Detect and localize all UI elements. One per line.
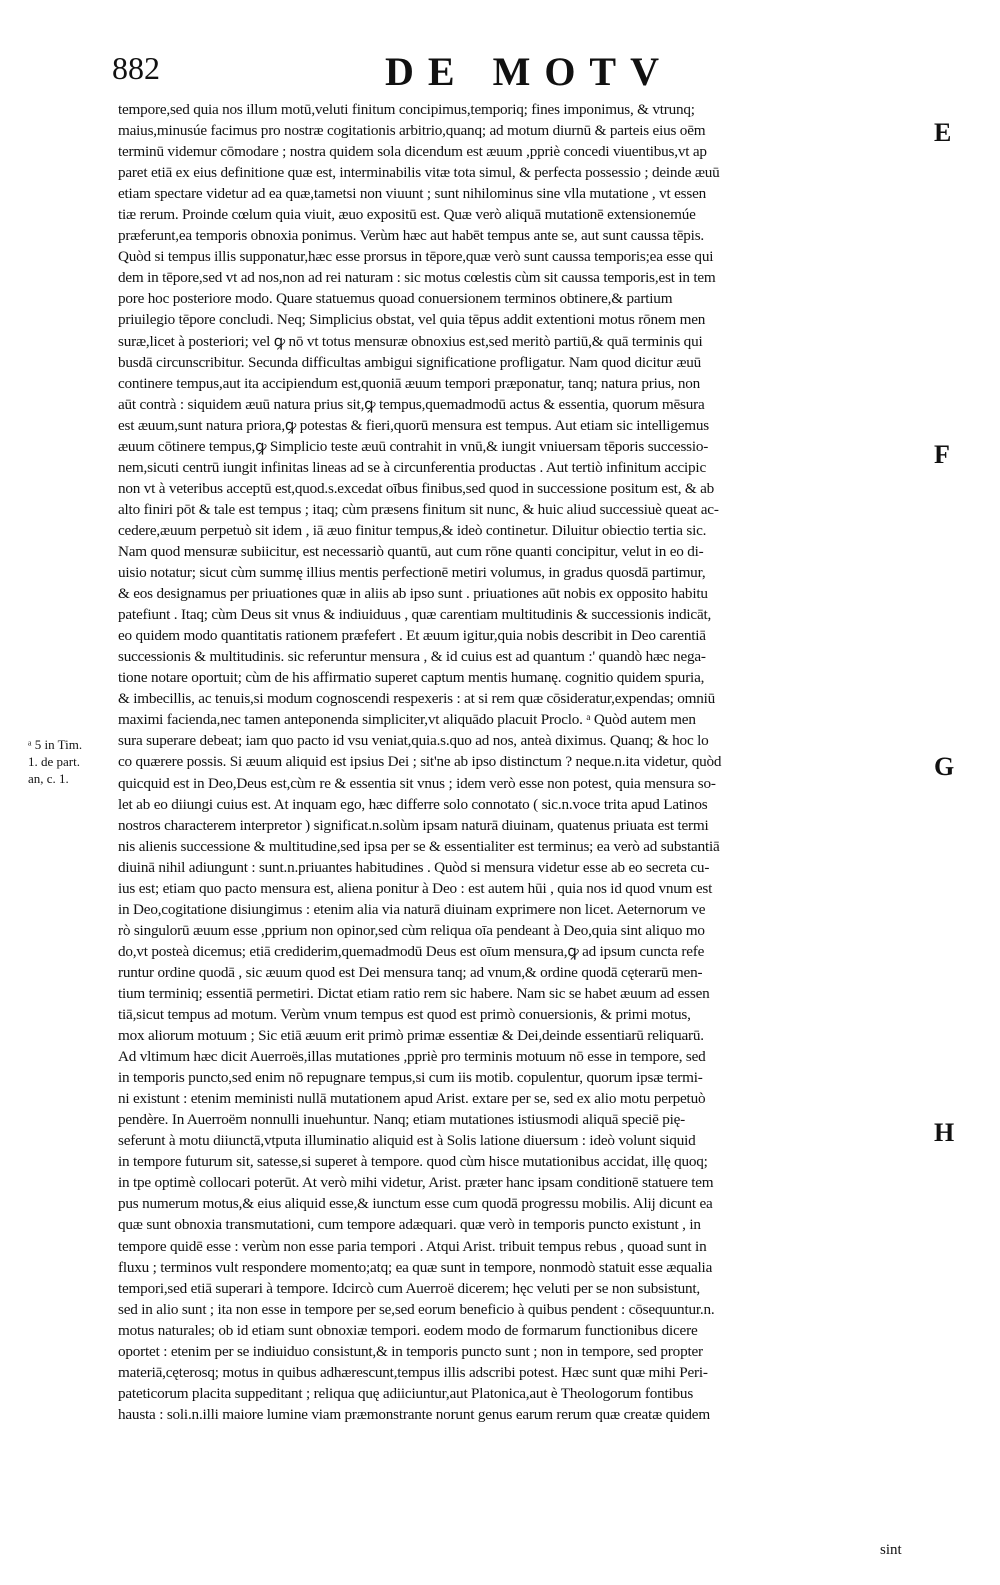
text-line: motus naturales; ob id etiam sunt obnoxiæ tempori. eodem modo de formarum functionibus dicere <box>118 1321 698 1339</box>
text-line: rò singulorū æuum esse ,pprium non opinor,sed cùm reliqua oīa pendeant à Deo,quia sint aliquo mo <box>118 921 705 939</box>
marginal-note-line: ᵃ 5 in Tim. <box>28 737 83 752</box>
text-line: sed in alio sunt ; ita non esse in tempore per se,sed eorum beneficio à quibus pendent : cōsequuntur.n. <box>118 1300 715 1318</box>
text-line: Nam quod mensuræ subiicitur, est necessariò quantū, aut cum rōne quanti concipitur, velut in eo di- <box>118 542 704 560</box>
body-text <box>118 99 928 1425</box>
margin-letter-h: H <box>934 1118 955 1147</box>
text-line: diuinā nihil adiungunt : sunt.n.priuantes habitudines . Quòd si mensura videtur esse ab eo secreta cu- <box>118 858 710 876</box>
running-head: DE MOTV <box>385 49 673 94</box>
text-line: runtur ordine quodā , sic æuum quod est Dei mensura tanq; ad vnum,& ordine quodā cęterarū men- <box>118 963 703 981</box>
text-line: pore hoc posteriore modo. Quare statuemus quoad conuersionem terminos obtinere,& partium <box>118 290 673 308</box>
text-line: ius est; etiam quo pacto mensura est, aliena ponitur à Deo : est autem hūi , quia nos id quod vnum est <box>118 879 713 897</box>
text-line: Quòd si tempus illis supponatur,hæc esse prorsus in tēpore,quæ verò sunt caussa temporis;ea esse qui <box>118 248 714 266</box>
text-line: co quærere possis. Si æuum aliquid est ipsius Dei ; sit'ne ab ipso distinctum ? neque.n.ita videtur, quòd <box>118 753 722 771</box>
marginal-note <box>28 736 114 787</box>
text-line: & eos designamus per priuationes quæ in aliis ab ipso sunt . priuationes aūt nobis ex opposito habitu <box>118 585 708 603</box>
text-line: in Deo,cogitatione disiungimus : etenim alia via naturā diuinam exprimere non licet. Aeternorum ve <box>118 900 706 918</box>
text-line: seferunt à motu diiunctā,vtputa illuminatio aliquid est à Solis latione diuersum : ideò volunt siquid <box>118 1132 696 1150</box>
text-line: let ab eo diiungi cuius est. At inquam ego, hæc differre solo connotato ( sic.n.voce trita apud Latinos <box>118 795 708 813</box>
text-line: pus numerum motus,& eius aliquid esse,& iunctum esse cum quodā progressu mobilis. Alij dicunt ea <box>118 1195 713 1213</box>
text-line: etiam spectare videtur ad ea quæ,tametsi non viuunt ; sunt nihilominus sine vlla mutatione , vt essen <box>118 185 707 203</box>
text-line: est æuum,sunt natura priora,ꝙ potestas & fieri,quorū mensura est tempus. Aut etiam sic intelligemus <box>118 416 709 434</box>
text-line: aūt contrà : siquidem æuū natura prius sit,ꝙ tempus,quemadmodū actus & essentia, quorum mēsura <box>118 395 705 413</box>
text-line: maius,minusúe facimus pro nostræ cogitationis arbitrio,quanq; ad motum diurnū & parteis eius oēm <box>118 122 706 140</box>
text-line: maximi facienda,nec tamen anteponenda simpliciter,vt aliquādo placuit Proclo. ᵃ Quòd autem men <box>118 711 696 729</box>
margin-letter-f: F <box>934 440 950 469</box>
text-line: eo quidem modo quantitatis rationem præfefert . Et æuum igitur,quia nobis describit in Deo carentiā <box>118 627 706 645</box>
text-line: ni existunt : etenim meministi nullā mutationem apud Arist. extare per se, sed ex alio motu perpetuò <box>118 1090 706 1108</box>
text-line: mox aliorum motuum ; Sic etiā æuum erit primò primæ essentiæ & Dei,deinde essentiarū reliquarū. <box>118 1027 704 1045</box>
marginal-note-line: 1. de part. <box>28 754 80 769</box>
text-line: tempore,sed quia nos illum motū,veluti finitum concipimus,temporiq; fines imponimus, & vtrunq; <box>118 101 695 118</box>
text-line: patefiunt . Itaq; cùm Deus sit vnus & indiuiduus , quæ carentiam multitudinis & successionis indicāt, <box>118 606 712 624</box>
text-line: æuum cōtinere tempus,ꝙ Simplicio teste æuū contrahit in vnū,& iungit vniuersam tēporis successio- <box>118 437 709 455</box>
text-line: hausta : soli.n.illi maiore lumine viam præmonstrante norunt genus earum rerum quæ creatæ quidem <box>118 1405 710 1423</box>
text-line: pendère. In Auerroëm nonnulli inuehuntur. Nanq; etiam mutationes istiusmodi aliquā speciē pię- <box>118 1111 686 1129</box>
text-line: do,vt posteà dicemus; etiā crediderim,quemadmodū Deus est oīum mensura,ꝙ ad ipsum cuncta refe <box>118 942 705 960</box>
text-line: continere tempus,aut ita accipiendum est,quoniā æuum tempori præponatur, tanq; natura prius, non <box>118 374 701 392</box>
text-line: nem,sicuti centrū iungit infinitas lineas ad se à circunferentia productas . Aut tertiò infinitum accipic <box>118 458 706 476</box>
text-line: priuilegio tēpore concludi. Neq; Simplicius obstat, vel quia tēpus addit extentioni motus rōnem men <box>118 311 706 329</box>
text-line: in tempore futurum sit, satesse,si superet à tempore. quod cùm hisce mutationibus accidat, illę quoq; <box>118 1153 708 1171</box>
text-line: alto finiri pōt & tale est tempus ; itaq; cùm præsens finitum sit nunc, & huic aliud successiuè queat ac- <box>118 500 719 518</box>
marginal-note-line: an, c. 1. <box>28 771 69 786</box>
text-line: Ad vltimum hæc dicit Auerroës,illas mutationes ,ppriè pro terminis motuum nō esse in tempore, sed <box>118 1048 706 1066</box>
catchword: sint <box>880 1542 902 1558</box>
text-line: tium terminiq; essentiā permetiri. Dictat etiam ratio rem sic habere. Nam sic se habet æuum ad essen <box>118 984 710 1002</box>
margin-letter-e: E <box>934 118 952 147</box>
text-line: quæ sunt obnoxia transmutationi, cum tempore adæquari. quæ verò in temporis puncto existunt , in <box>118 1216 701 1234</box>
text-line: tiā,sicut tempus ad motum. Verùm vnum tempus est quod est primò conuersionis, & primi motus, <box>118 1006 691 1024</box>
text-line: in temporis puncto,sed enim nō repugnare tempus,si cum iis motib. copulentur, quorum ipsæ termi- <box>118 1069 703 1087</box>
text-line: uisio notatur; sicut cùm summę illius mentis perfectionē metiri volumus, in gradus quosdā partimur, <box>118 564 706 582</box>
text-line: cedere,æuum perpetuò sit idem , iā æuo finitur tempus,& ideò continetur. Diluitur obiectio tertia sic. <box>118 521 707 539</box>
text-line: dem in tēpore,sed vt ad nos,non ad rei naturam : sic motus cœlestis cùm sit caussa temporis,est in tem <box>118 269 716 287</box>
text-line: successionis & multitudinis. sic referuntur mensura , & id cuius est ad quantum :' quandò hæc nega- <box>118 648 706 666</box>
text-line: tempore quidē esse : verùm non esse paria tempori . Atqui Arist. tribuit tempus rebus , quoad sunt in <box>118 1237 707 1255</box>
text-line: quicquid est in Deo,Deus est,cùm re & essentia sit vnus ; idem verò esse non potest, quia mensura so- <box>118 774 716 792</box>
text-line: terminū videmur cōmodare ; nostra quidem sola dicendum est æuum ,ppriè concedi viuentibus,vt ap <box>118 143 707 161</box>
text-line: busdā circunscribitur. Secunda difficultas ambigui significatione profligatur. Nam quod dicitur æuū <box>118 353 702 371</box>
text-line: fluxu ; terminos vult respondere momento;atq; ea quæ sunt in tempore, nonmodò statuit esse æqualia <box>118 1258 713 1276</box>
text-line: materiā,cęterosq; motus in quibus adhærescunt,tempus illis adscribi potest. Hæc sunt quæ mihi Peri- <box>118 1363 708 1381</box>
text-line: tione notare oportuit; cùm de his affirmatio superet captum mentis humanę. cognitio quidem spuria, <box>118 669 705 687</box>
text-line: præferunt,ea temporis obnoxia ponimus. Verùm hæc aut habēt tempus ante se, aut sunt caussa tēpis. <box>118 227 704 245</box>
text-line: in tpe optimè collocari poterūt. At verò mihi videtur, Arist. præter hanc ipsam conditionē statuere tem <box>118 1174 714 1192</box>
page-number: 882 <box>112 50 160 86</box>
text-line: nostros characterem interpretor ) significat.n.solùm ipsam naturā diuinam, quatenus priuata est termi <box>118 816 709 834</box>
text-line: nis alienis successione & multitudine,sed ipsa per se & essentialiter est terminus; ea verò ad substantiā <box>118 837 720 855</box>
text-line: & imbecillis, ac tenuis,si modum cognoscendi respexeris : at si rem quæ cōsideratur,expendas; omniū <box>118 690 716 708</box>
text-line: suræ,licet à posteriori; vel ꝙ nō vt totus mensuræ obnoxius est,sed meritò partiū,& quā terminis qui <box>118 332 703 350</box>
text-line: oportet : etenim per se indiuiduo consistunt,& in temporis puncto sunt ; non in tempore, sed propter <box>118 1342 703 1360</box>
text-line: paret etiā ex eius definitione quæ est, interminabilis vitæ tota simul, & perfecta possessio ; deinde æuū <box>118 164 720 182</box>
text-line: tiæ rerum. Proinde cœlum quia viuit, æuo expositū est. Quæ verò aliquā mutationē extensionemúe <box>118 206 696 224</box>
text-line: tempori,sed etiā superari à tempore. Idcircò cum Auerroë dicerem; hęc veluti per se non subsistunt, <box>118 1279 701 1297</box>
text-line: pateticorum placita suppeditant ; reliqua quę adiiciuntur,aut Platonica,aut è Theologorum fontibus <box>118 1384 694 1402</box>
margin-letter-g: G <box>934 752 955 781</box>
text-line: sura superare debeat; iam quo pacto id vsu veniat,quia.s.quo ad nos, anteà diximus. Quanq; & hoc lo <box>118 732 709 750</box>
text-line: non vt à veteribus acceptū est,quod.s.excedat oībus finibus,sed quod in successione positum est, & ab <box>118 479 715 497</box>
